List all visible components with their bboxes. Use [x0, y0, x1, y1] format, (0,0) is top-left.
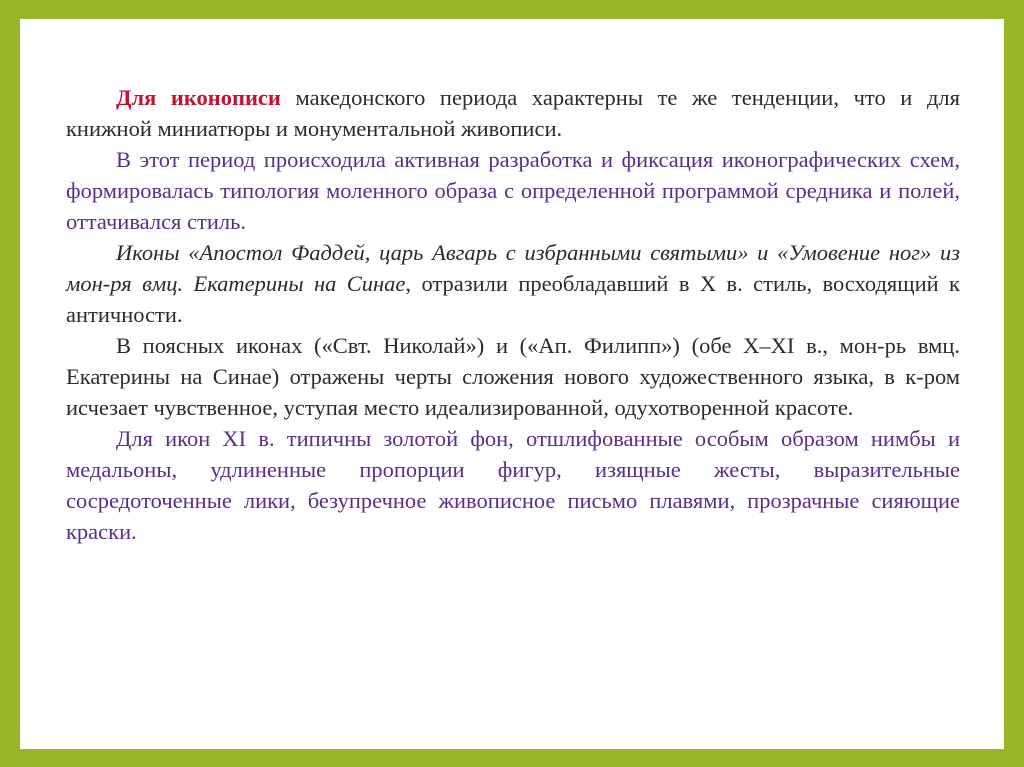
- paragraph-5: Для икон XI в. типичны золотой фон, отшлифованные особым образом нимбы и медальоны, удлиненные пропорции фигур, изящные жесты, выразительные сосредоточенные лики, безупречное живописное письмо плавями, прозрачные сияющие краски.: [66, 426, 960, 544]
- highlighted-lead: Для иконописи: [116, 85, 281, 110]
- paragraph-4: В поясных иконах («Свт. Николай») и («Ап. Филипп») (обе X–XI в., мон-рь вмц. Екатерины на Синае) отражены черты сложения нового художественного языка, в к-ром исчезает чувственное, уступая место идеализированной, одухотворенной красоте.: [66, 333, 960, 420]
- icons-titles-italic: Иконы «Апостол Фаддей, царь Авгарь с избранными святыми» и «Умовение ног» из мон-ря вмц. Екатерины на Синае: [66, 240, 960, 296]
- paragraph-1-text: македонского периода характерны те же тенденции, что и для книжной миниатюры и монументальной живописи.: [66, 85, 961, 141]
- paragraph-3-text: , отразили преобладавший в X в. стиль, восходящий к античности.: [66, 271, 960, 327]
- slide-background: [20, 19, 1004, 749]
- text-body: [66, 82, 960, 547]
- paragraph-3: [66, 237, 960, 330]
- paragraph-1: [66, 82, 960, 144]
- paragraph-2: В этот период происходила активная разработка и фиксация иконографических схем, формировалась типология моленного образа с определенной программой средника и полей, оттачивался стиль.: [66, 147, 960, 234]
